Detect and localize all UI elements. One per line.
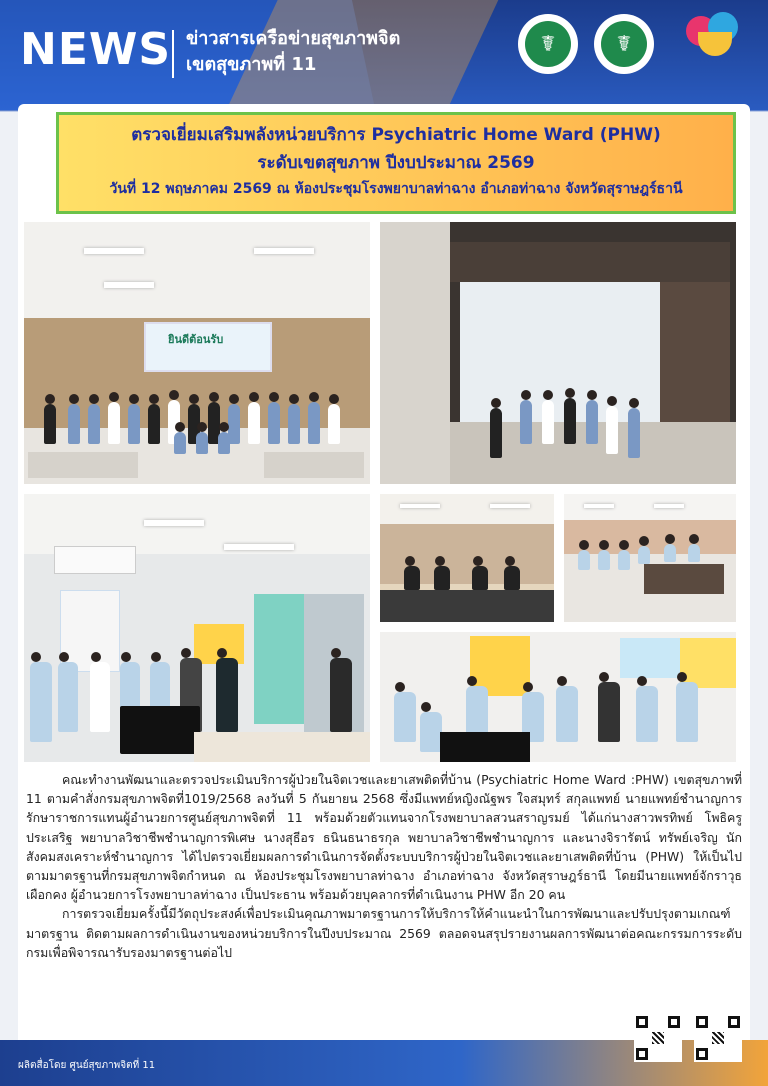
qr-code-icon[interactable]	[694, 1014, 742, 1062]
meeting-table-photo	[380, 494, 554, 622]
ministry-logo-icon: ☤	[594, 14, 654, 74]
article-paragraph-1: คณะทำงานพัฒนาและตรวจประเมินบริการผู้ป่วยในจิตเวชและยาเสพติดที่บ้าน (Psychiatric Home Ward :PHW) เขตสุขภาพที่ 11 ตามคำสั่งกรมสุขภาพจิตที่1019/2568 ลงวันที่ 5 กันยายน 2568 ซึ่งมีแพทย์หญิงณัฐพร ใจสมุทร์ สกุลแพทย์ นายแพทย์ชำนาญการ รักษาราชการแทนผู้อำนวยการศูนย์สุขภาพจิตที่ 11 พร้อมด้วยตัวแทนจากโรงพยาบาลสวนสราญรมย์ ได้แก่นางสาวพรทิพย์ โพธิครูประเสริฐ พยาบาลวิชาชีพชำนาญการพิเศษ นางสุธีอร ธนินธนาธรกุล พยาบาลวิชาชีพชำนาญการ และนางจิรารัตน์ ทรัพย์เจริญ นักสังคมสงเคราะห์ชำนาญการ ได้ไปตรวจเยี่ยมผลการดำเนินการจัดตั้งระบบบริการผู้ป่วยในจิตเวชและยาเสพติดที่บ้าน (PHW) ให้เป็นไปตามมาตรฐานที่กรมสุขภาพจิตกำหนด ณ ห้องประชุมโรงพยาบาลท่าฉาง อำเภอท่าฉาง จังหวัดสุราษฎร์ธานี โดยมีนายแพทย์จักราวุธ เผือกคง ผู้อำนวยการโรงพยาบาลท่าฉาง เป็นประธาน พร้อมด้วยบุคลากรที่ดำเนินงาน PHW อีก 20 คน	[26, 772, 742, 903]
team-laptop-photo	[380, 632, 736, 762]
headline-line2: ระดับเขตสุขภาพ ปีงบประมาณ 2569	[257, 153, 535, 173]
header-title-line2: เขตสุขภาพที่ 11	[186, 54, 317, 75]
audience-photo	[564, 494, 736, 622]
header	[0, 0, 768, 110]
headline-box	[56, 112, 736, 214]
welcome-screen-text: ยินดีต้อนรับ	[168, 333, 224, 346]
footer-producer: ผลิตสื่อโดย ศูนย์สุขภาพจิตที่ 11	[18, 1060, 156, 1071]
article-paragraph-2: การตรวจเยี่ยมครั้งนี้มีวัตถุประสงค์เพื่อประเมินคุณภาพมาตรฐานการให้บริการให้คำแนะนำในการพัฒนาและปรับปรุงตามเกณฑ์มาตรฐาน ติดตามผลการดำเนินงานของหน่วยบริการในปีงบประมาณ 2569 ตลอดจนสรุปรายงานผลการพัฒนาต่อคณะกรรมการระดับกรมเพื่อพิจารณารับรองมาตรฐานต่อไป	[26, 906, 742, 960]
ward-visit-photo	[380, 222, 736, 484]
header-title	[186, 26, 400, 78]
header-divider	[172, 30, 174, 78]
group-photo	[24, 222, 370, 484]
department-logo-icon	[676, 10, 754, 80]
laptop-meeting-photo	[24, 494, 370, 762]
header-title-line1: ข่าวสารเครือข่ายสุขภาพจิต	[186, 28, 401, 49]
article-body	[26, 770, 742, 962]
qr-code-icon[interactable]	[634, 1014, 682, 1062]
headline-line3: วันที่ 12 พฤษภาคม 2569 ณ ห้องประชุมโรงพยาบาลท่าฉาง อำเภอท่าฉาง จังหวัดสุราษฎร์ธานี	[109, 181, 683, 197]
news-label: NEWS	[20, 24, 172, 75]
headline-line1: ตรวจเยี่ยมเสริมพลังหน่วยบริการ Psychiatric Home Ward (PHW)	[131, 125, 661, 145]
welcome-screen	[144, 322, 272, 372]
ministry-logo-icon: ☤	[518, 14, 578, 74]
